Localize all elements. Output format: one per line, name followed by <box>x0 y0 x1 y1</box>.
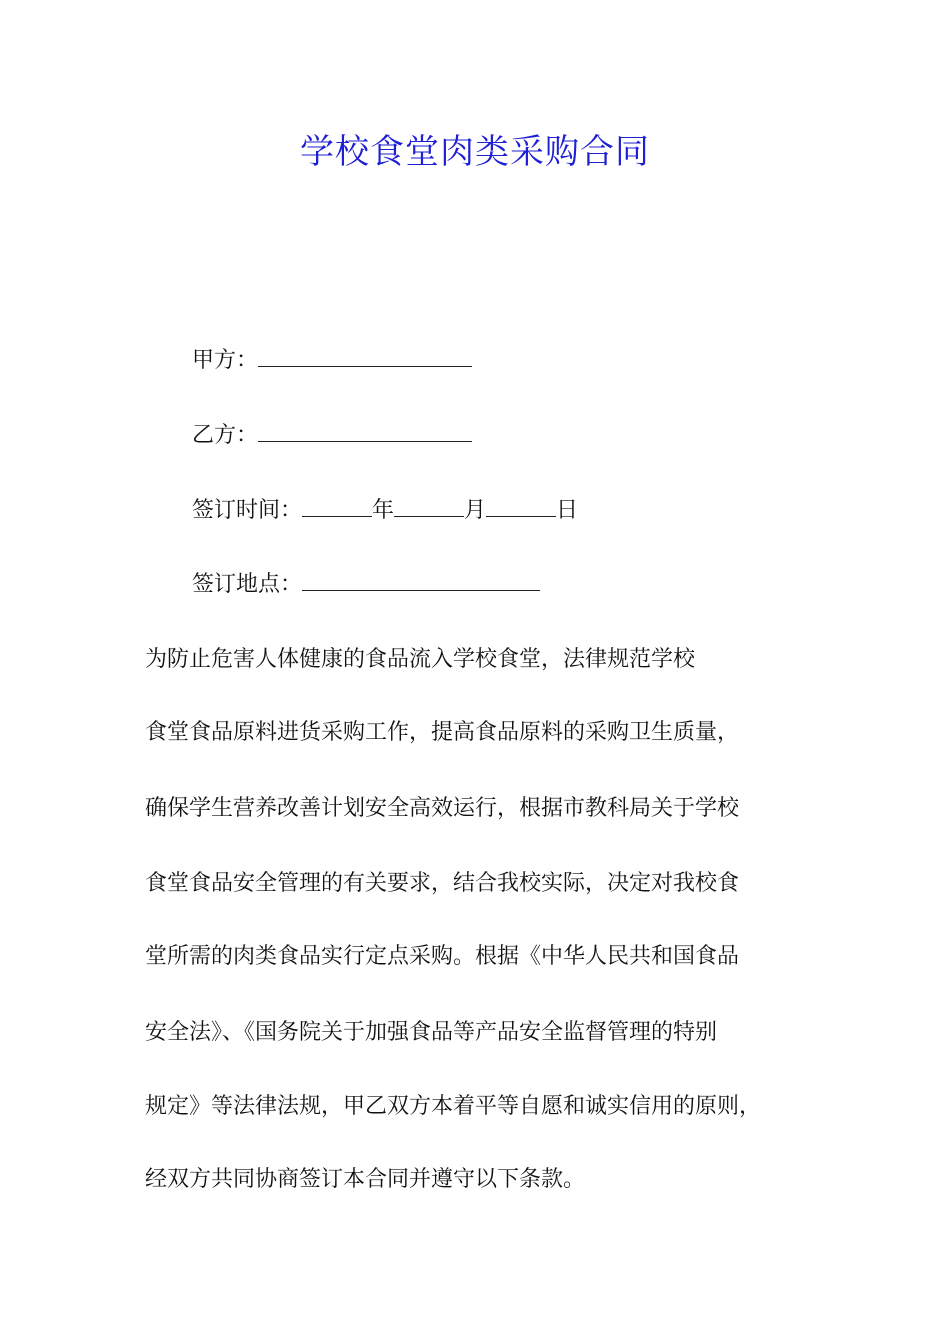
paragraph-line: 食堂食品原料进货采购工作，提高食品原料的采购卫生质量， <box>145 720 740 745</box>
paragraph-line: 规定》等法律法规，甲乙双方本着平等自愿和诚实信用的原则， <box>145 1094 762 1119</box>
year-label: 年 <box>372 498 395 523</box>
party-a-label: 甲方： <box>192 348 259 373</box>
paragraph-line: 确保学生营养改善计划安全高效运行，根据市教科局关于学校 <box>145 796 740 821</box>
paragraph-line: 食堂食品安全管理的有关要求，结合我校实际，决定对我校食 <box>145 871 740 896</box>
sign-place-blank <box>302 568 540 591</box>
sign-place-label: 签订地点： <box>192 572 303 597</box>
month-label: 月 <box>464 498 487 523</box>
day-label: 日 <box>556 498 579 523</box>
party-b-label: 乙方： <box>192 423 259 448</box>
month-blank <box>394 494 464 517</box>
party-b-field <box>192 419 472 451</box>
party-a-blank <box>258 344 472 367</box>
paragraph-line: 为防止危害人体健康的食品流入学校食堂，法律规范学校 <box>145 647 696 672</box>
sign-time-label: 签订时间： <box>192 498 303 523</box>
sign-place-field <box>192 568 540 600</box>
party-b-blank <box>258 419 472 442</box>
paragraph-line: 堂所需的肉类食品实行定点采购。根据《中华人民共和国食品 <box>145 944 740 969</box>
document-title: 学校食堂肉类采购合同 <box>300 132 650 172</box>
party-a-field <box>192 344 472 376</box>
sign-time-field <box>192 494 578 526</box>
year-blank <box>302 494 372 517</box>
paragraph-line: 经双方共同协商签订本合同并遵守以下条款。 <box>145 1167 586 1192</box>
day-blank <box>486 494 556 517</box>
paragraph-line: 安全法》、《国务院关于加强食品等产品安全监督管理的特别 <box>145 1020 718 1045</box>
